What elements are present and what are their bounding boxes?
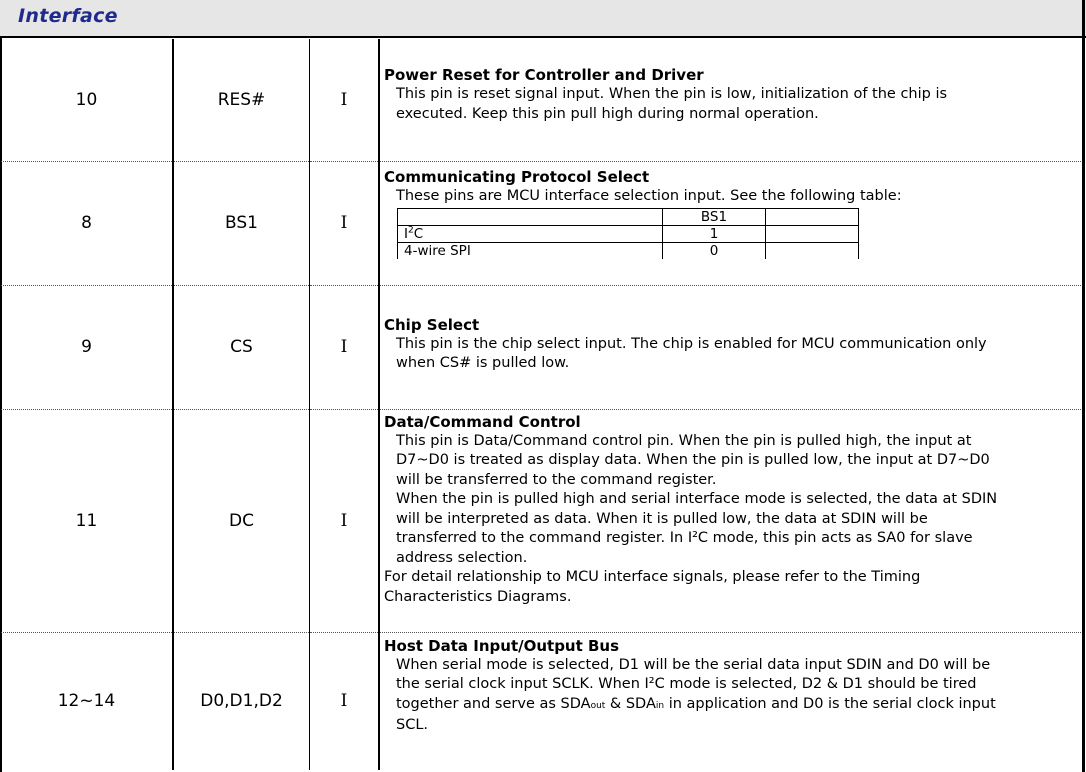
description-line: This pin is Data/Command control pin. When the pin is pulled high, the input at — [396, 432, 972, 449]
description-line: the serial clock input SCLK. When I²C mode is selected, D2 & D1 should be tired — [396, 676, 977, 692]
pin-name: CS — [173, 285, 310, 409]
bs1-header-cell — [398, 209, 663, 226]
bs1-mode-label: $I^2C$ — [398, 226, 663, 243]
pin-description — [379, 632, 1081, 770]
pin-number: 11 — [1, 409, 173, 632]
description-line: together and serve as SDAout & SDAin in application and D0 is the serial clock input — [396, 695, 996, 712]
description-line: executed. Keep this pin pull high during normal operation. — [396, 105, 819, 122]
bs1-empty-cell — [766, 226, 859, 243]
pin-table — [1, 39, 1081, 770]
table-row — [1, 285, 1081, 409]
description-line: address selection. — [396, 549, 528, 566]
pin-description — [379, 39, 1081, 161]
pin-type: I — [310, 39, 380, 161]
description-title: Host Data Input/Output Bus — [384, 636, 620, 655]
bs1-value: 0 — [663, 243, 766, 260]
bs1-mode-label: 4-wire SPI — [398, 243, 663, 260]
right-border — [1082, 0, 1085, 772]
description-line: D7~D0 is treated as display data. When the pin is pulled low, the input at D7~D0 — [396, 452, 990, 468]
pin-number: 8 — [1, 161, 173, 285]
description-line: When the pin is pulled high and serial interface mode is selected, the data at SDIN — [396, 491, 998, 507]
section-header — [0, 0, 1086, 38]
description-title: Data/Command Control — [384, 412, 581, 431]
pin-number: 12~14 — [57, 691, 116, 712]
pin-number: 9 — [1, 285, 173, 409]
pin-type: I — [310, 409, 380, 632]
table-row — [1, 39, 1081, 161]
description-line: When serial mode is selected, D1 will be the serial data input SDIN and D0 will be — [396, 656, 991, 673]
pin-type: I — [310, 161, 380, 285]
description-line: For detail relationship to MCU interface signals, please refer to the Timing — [384, 569, 921, 585]
pin-name: DC — [173, 409, 310, 632]
bs1-header-cell — [766, 209, 859, 226]
bs1-header-row — [398, 209, 859, 226]
table-row — [1, 632, 1081, 770]
description-line: Characteristics Diagrams. — [384, 588, 572, 605]
pin-type: I — [310, 632, 380, 770]
bs1-selection-table — [397, 208, 859, 259]
pin-description — [379, 161, 1081, 285]
pin-name: D0,D1,D2 — [173, 632, 310, 770]
description-line: SCL. — [396, 717, 429, 733]
description-title: Chip Select — [384, 315, 480, 334]
table-row — [1, 409, 1081, 632]
description-line: These pins are MCU interface selection input. See the following table: — [396, 187, 902, 204]
table-row — [1, 161, 1081, 285]
section-title: Interface — [18, 5, 118, 27]
description-line: This pin is the chip select input. The chip is enabled for MCU communication only — [396, 335, 987, 352]
description-title: Power Reset for Controller and Driver — [384, 66, 704, 84]
pin-name: RES# — [173, 39, 310, 161]
description-line: This pin is reset signal input. When the pin is low, initialization of the chip is — [396, 86, 948, 102]
pin-description — [379, 409, 1081, 632]
bs1-value: 1 — [663, 226, 766, 243]
description-line: transferred to the command register. In I²C mode, this pin acts as SA0 for slave — [396, 530, 973, 546]
pin-description — [379, 285, 1081, 409]
description-line: will be interpreted as data. When it is pulled low, the data at SDIN will be — [396, 510, 928, 527]
pin-type: I — [310, 285, 380, 409]
description-title: Communicating Protocol Select — [384, 167, 650, 186]
description-line: will be transferred to the command register. — [396, 471, 717, 488]
bs1-row — [398, 226, 859, 243]
bs1-empty-cell — [766, 243, 859, 260]
description-line: when CS# is pulled low. — [396, 355, 570, 371]
pin-name: BS1 — [173, 161, 310, 285]
pin-number: 10 — [1, 39, 173, 161]
bs1-header-cell: BS1 — [663, 209, 766, 226]
bs1-row — [398, 243, 859, 260]
